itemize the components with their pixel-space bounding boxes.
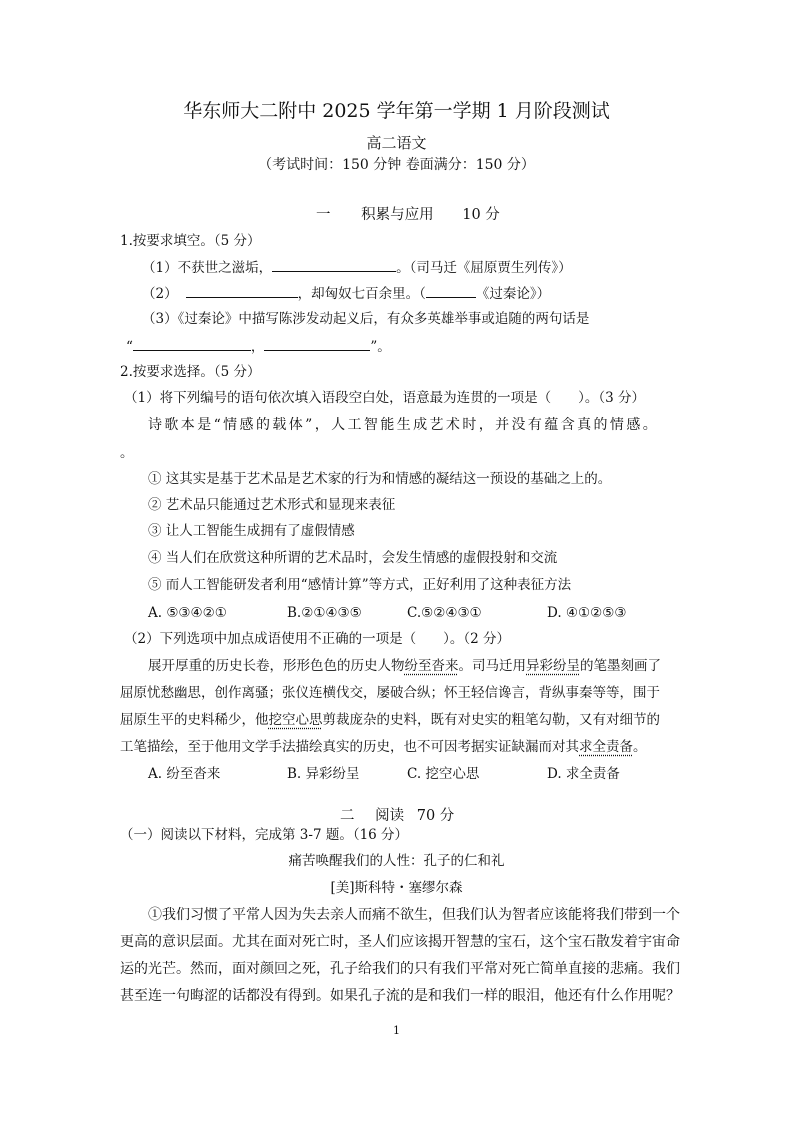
q1-item2-text: ，却匈奴七百余里。（ (297, 286, 426, 302)
q2-answer-b[interactable]: B. 异彩纷呈 (287, 766, 360, 782)
q2-passage2-line3 (120, 710, 660, 730)
section2-number: 二 (340, 808, 355, 824)
q2-answer-a[interactable]: A. 纷至沓来 (148, 766, 221, 782)
section2-heading (340, 804, 454, 825)
q2-choice-c[interactable]: C.⑤②④③① (407, 605, 482, 621)
section1-heading (316, 203, 500, 224)
q2-passage1-end: 。 (120, 445, 134, 461)
q1-item2-source: 《过秦论》） (475, 286, 551, 302)
q1-item3-blank2[interactable] (264, 336, 370, 351)
q2-passage1: 诗歌本是“情感的载体”，人工智能生成艺术时，并没有蕴含真的情感。 (148, 417, 660, 433)
q2-passage2-text: 。司马迁用 (458, 658, 526, 674)
exam-info: （考试时间：150 分钟 卷面满分：150 分） (258, 157, 535, 173)
q2-dotted-idiom-d: 求全责备 (579, 739, 633, 755)
q1-item3: （3）《过秦论》中描写陈涉发动起义后，有众多英雄举事或追随的两句话是 (142, 311, 590, 327)
q2-passage2-line4 (120, 737, 647, 757)
q2-sub1: （1）将下列编号的语句依次填入语段空白处，语意最为连贯的一项是（ ）。（3 分） (124, 390, 645, 406)
article-para1-line1: ①我们习惯了平常人因为失去亲人而痛不欲生，但我们认为智者应该能将我们带到一个 (148, 907, 680, 923)
q1-item2-label: （2） (142, 286, 178, 302)
q2-passage2-line1 (148, 656, 661, 676)
q2-dotted-idiom-c: 挖空心思 (268, 712, 323, 728)
q2-choice-d[interactable]: D. ④①②⑤③ (547, 605, 627, 621)
q1-item3-blank1[interactable] (133, 336, 251, 351)
q2-passage2-text: 。 (633, 739, 647, 755)
q1-item3-comma: ， (250, 339, 265, 355)
q1-item1-blank[interactable] (272, 257, 396, 272)
section2-name: 阅读 (375, 808, 405, 824)
q2-choice-b[interactable]: B.②①④③⑤ (287, 605, 362, 621)
q1-item3-answer (126, 336, 391, 357)
q2-passage2-text: 展开厚重的历史长卷，形形色色的历史人物 (148, 658, 405, 674)
exam-title: 华东师大二附中 2025 学年第一学期 1 月阶段测试 (183, 100, 610, 122)
article-para1-line3: 运的光芒。然而，面对颜回之死，孔子给我们的只有我们平常对死亡简单直接的悲痛。我们 (120, 961, 680, 977)
q1-item1-text: （1）不获世之滋垢， (142, 260, 273, 276)
q2-sub2: （2）下列选项中加点成语使用不正确的一项是（ ）。（2 分） (124, 631, 510, 647)
q2-choice-a[interactable]: A. ⑤③④②① (148, 605, 227, 621)
q1-item2-author-blank[interactable] (426, 283, 476, 298)
q2-dotted-idiom-b: 异彩纷呈 (526, 658, 580, 674)
article-para1-line4: 甚至连一句晦涩的话都没有得到。如果孔子流的是和我们一样的眼泪，他还有什么作用呢？ (120, 988, 680, 1004)
q2-passage2-text: 屈原生平的史料稀少，他 (120, 712, 269, 728)
section1-name: 积累与应用 (361, 207, 434, 223)
exam-subject: 高二语文 (366, 134, 427, 152)
q1-item1-source: 。（司马迁《屈原贾生列传》） (396, 260, 572, 276)
q2-sentence-4: ④ 当人们在欣赏这种所谓的艺术品时，会发生情感的虚假投射和交流 (148, 550, 558, 566)
q2-passage2-line2: 屈原忧愁幽思，创作离骚；张仪连横伐交，屡破合纵；怀王轻信谗言，背纵事秦等等，围于 (120, 685, 660, 701)
article-author: [美]斯科特・塞缪尔森 (330, 880, 463, 896)
q1-item3-close-quote: ”。 (370, 339, 391, 355)
q2-title: 2.按要求选择。（5 分） (120, 364, 261, 380)
q2-passage2-text: 工笔描绘，至于他用文学手法描绘真实的历史，也不可因考据实证缺漏而对其 (120, 739, 579, 755)
article-para1-line2: 更高的意识层面。尤其在面对死亡时，圣人们应该揭开智慧的宝石，这个宝石散发着宇宙命 (120, 934, 680, 950)
q2-passage2-text: 的笔墨刻画了 (580, 658, 661, 674)
section2-score: 70 分 (416, 808, 455, 824)
q1-item3-open-quote: “ (126, 339, 133, 355)
q1-item2 (142, 283, 550, 304)
q2-passage2-text: 剪裁庞杂的史料，既有对史实的粗笔勾勒，又有对细节的 (322, 712, 660, 728)
part1-instruction: （一）阅读以下材料，完成第 3-7 题。（16 分） (120, 827, 409, 843)
q2-sentence-3: ③ 让人工智能生成拥有了虚假情感 (148, 523, 355, 539)
q2-dotted-idiom-a: 纷至沓来 (404, 658, 459, 674)
section1-number: 一 (316, 207, 331, 223)
q1-title: 1.按要求填空。（5 分） (120, 233, 261, 249)
q2-sentence-5: ⑤ 而人工智能研发者利用“感情计算”等方式，正好利用了这种表征方法 (148, 577, 572, 593)
page-number: 1 (393, 1024, 400, 1037)
q1-item2-blank[interactable] (186, 283, 298, 298)
q1-item1 (142, 257, 572, 278)
q2-answer-c[interactable]: C. 挖空心思 (407, 766, 480, 782)
q2-answer-d[interactable]: D. 求全责备 (547, 766, 620, 782)
section1-score: 10 分 (462, 207, 500, 223)
q2-sentence-1: ① 这其实是基于艺术品是艺术家的行为和情感的凝结这一预设的基础之上的。 (148, 471, 612, 487)
q2-sentence-2: ② 艺术品只能通过艺术形式和显现来表征 (148, 497, 396, 513)
article-title: 痛苦唤醒我们的人性：孔子的仁和礼 (288, 853, 505, 869)
